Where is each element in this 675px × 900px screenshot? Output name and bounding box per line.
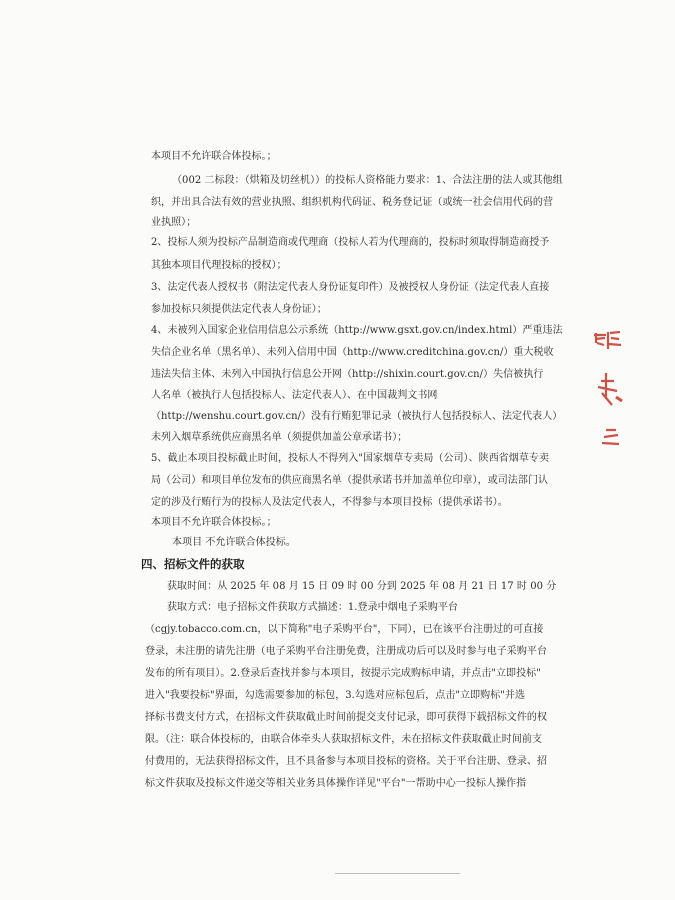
text-line: （http://wenshu.court.gov.cn/）没有行贿犯罪记录（被执行人包括投标人、法定代表人） — [151, 411, 563, 422]
text-line: 人名单（被执行人包括投标人、法定代表人）、在中国裁判文书网 — [151, 390, 438, 401]
text-line: 获取方式：电子招标文件获取方式描述：1.登录中烟电子采购平台 — [167, 602, 459, 613]
text-line: 进入"我要投标"界面，勾选需要参加的标包，3.勾选对应标包后，点击"立即购标"并选 — [145, 690, 525, 701]
text-line: 局（公司）和项目单位发布的供应商黑名单（提供承诺书并加盖单位印章），或司法部门认 — [151, 475, 548, 486]
text-line: 获取时间：从 2025 年 08 月 15 日 09 时 00 分到 2025 年 08 月 21 日 17 时 00 分 — [167, 581, 557, 592]
text-line: 失信企业名单（黑名单）、未列入信用中国（http://www.creditchina.gov.cn/）重大税收 — [151, 347, 554, 358]
text-line: 付费用的，无法获得招标文件，且不具备参与本项目投标的资格。关于平台注册、登录、招 — [145, 756, 547, 767]
text-line: 织，并出具合法有效的营业执照、组织机构代码证、税务登记证（或统一社会信用代码的营 — [151, 197, 553, 208]
text-line: 未列入烟草系统供应商黑名单（须提供加盖公章承诺书）； — [151, 432, 408, 443]
text-line: 其独本项目代理投标的授权）； — [151, 260, 287, 271]
text-line: 2、投标人须为投标产品制造商或代理商（投标人若为代理商的，投标时须取得制造商授予 — [151, 237, 550, 248]
text-line: 本项目不允许联合体投标。； — [151, 517, 277, 528]
text-line: 择标书费支付方式，在招标文件获取截止时间前提交支付记录，即可获得下载招标文件的权 — [145, 712, 547, 723]
text-line: 发布的所有项目）。2.登录后查找并参与本项目，按提示完成购标申请，并点击"立即投标" — [145, 668, 541, 679]
text-line: 5、截止本项目投标截止时间，投标人不得列入"国家烟草专卖局（公司）、陕西省烟草专卖 — [151, 453, 550, 464]
text-line: 3、法定代表人授权书（附法定代表人身份证复印件）及被授权人身份证（法定代表人直接 — [151, 282, 550, 293]
text-line: 本项目 不允许联合体投标。 — [172, 537, 296, 548]
text-line: 登录，未注册的请先注册（电子采购平台注册免费，注册成功后可以及时参与电子采购平台 — [145, 646, 547, 657]
red-seal-stamp — [592, 323, 626, 455]
divider — [335, 873, 460, 874]
text-line: 业执照）； — [151, 217, 197, 228]
text-line: 4、未被列入国家企业信用信息公示系统（http://www.gsxt.gov.cn/index.html）严重违法 — [151, 325, 563, 336]
text-line: 限。（注：联合体投标的，由联合体牵头人获取招标文件，未在招标文件获取截止时间前支 — [145, 734, 542, 745]
text-line: （cgjy.tobacco.com.cn，以下简称"电子采购平台"，下同），已在该平台注册过的可直接 — [145, 624, 544, 635]
text-line: 定的涉及行贿行为的投标人及法定代表人，不得参与本项目投标（提供承诺书）。 — [151, 497, 508, 508]
text-line: （002 二标段：（烘箱及切丝机））的投标人资格能力要求：1、合法注册的法人或其他组 — [172, 175, 563, 186]
text-line: 标文件获取及投标文件递交等相关业务具体操作详见"平台"一帮助中心一投标人操作指 — [145, 778, 527, 789]
section-heading: 四、招标文件的获取 — [141, 557, 245, 571]
text-line: 参加投标只须提供法定代表人身份证）； — [151, 304, 327, 315]
text-line: 违法失信主体、未列入中国执行信息公开网（http://shixin.court.gov.cn/）失信被执行 — [151, 369, 544, 380]
text-line: 本项目不允许联合体投标。； — [151, 151, 277, 162]
